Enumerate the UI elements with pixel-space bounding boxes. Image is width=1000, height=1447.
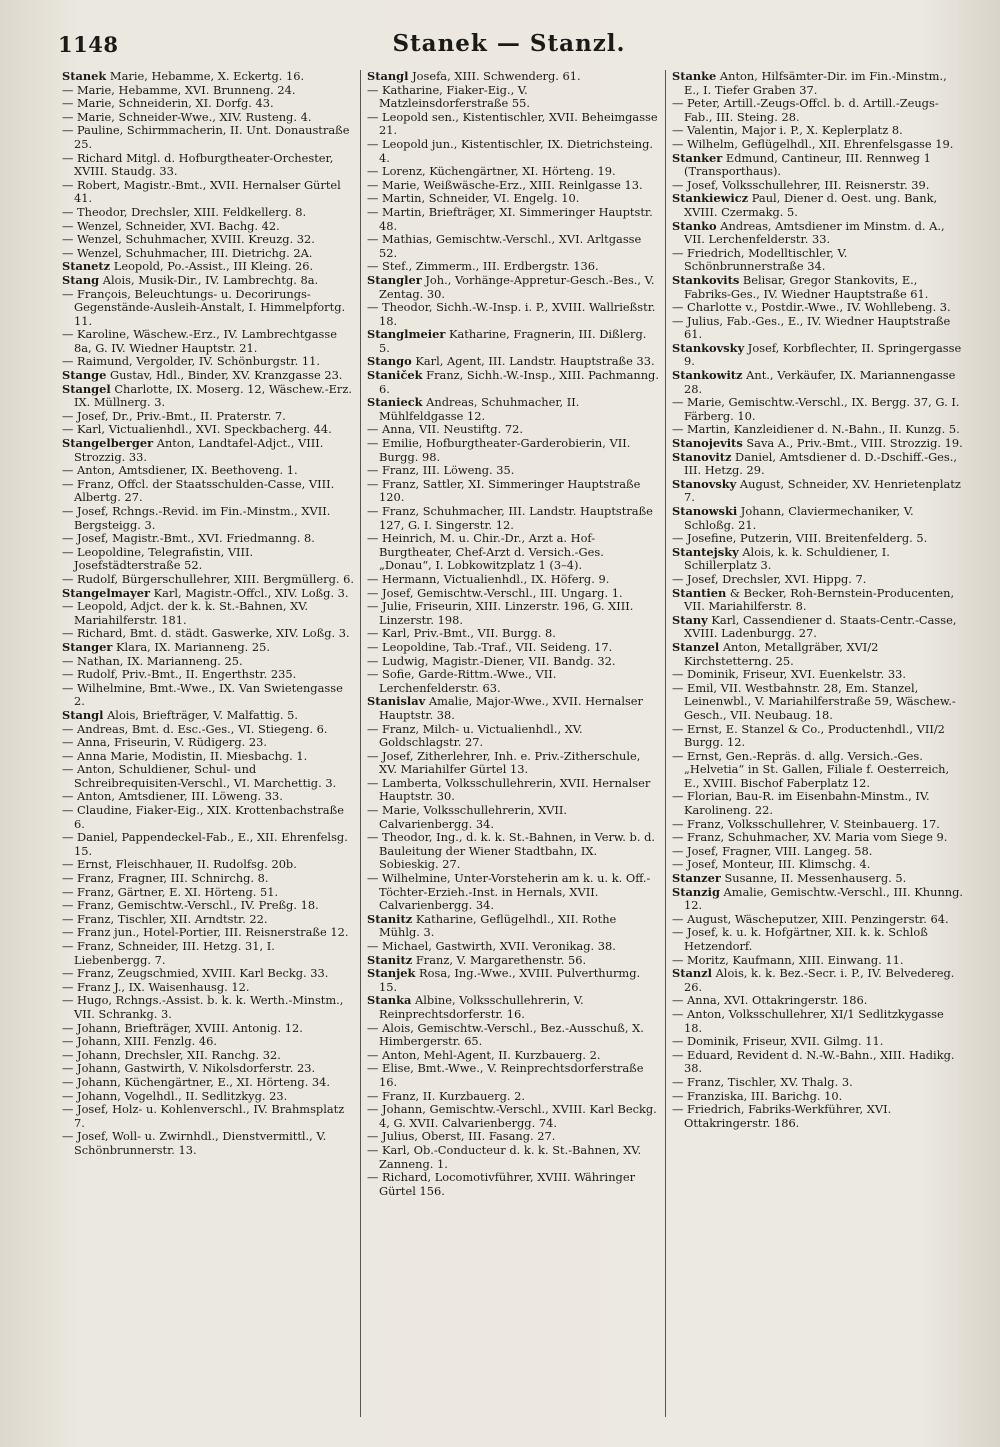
- entry-surname: Stanzl: [672, 966, 712, 981]
- directory-entry: — Moritz, Kaufmann, XIII. Einwang. 11.: [672, 952, 904, 967]
- directory-entry: — Franz, Zeugschmied, XVIII. Karl Beckg. 33.: [62, 966, 329, 981]
- directory-entry: — Claudine, Fiaker-Eig., XIX. Krottenbachstraße 6.: [62, 803, 344, 831]
- directory-entry: — Wilhelmine, Unter-Vorsteherin am k. u. k. Off.-Töchter-Erzieh.-Inst. in Hernals, XVII. Calvarienbergg. 34.: [367, 871, 651, 913]
- directory-entry: — Charlotte v., Postdir.-Wwe., IV. Wohllebeng. 3.: [672, 300, 951, 315]
- entry-surname: Stanitz: [367, 952, 413, 967]
- directory-entry: Stangler Joh., Vorhänge-Appretur-Gesch.-Bes., V. Zentag. 30.: [367, 272, 655, 301]
- directory-entry: — Franz, Tischler, XV. Thalg. 3.: [672, 1074, 853, 1089]
- entry-surname: Stangl: [367, 70, 409, 83]
- directory-entry: — Martin, Kanzleidiener d. N.-Bahn., II. Kunzg. 5.: [672, 422, 960, 437]
- directory-entry: — Mathias, Gemischtw.-Verschl., XVI. Arltgasse 52.: [367, 232, 642, 260]
- entry-surname: Stankovsky: [672, 340, 745, 355]
- directory-entry: Stany Karl, Cassendiener d. Staats-Centr.-Casse, XVIII. Ladenburgg. 27.: [672, 612, 957, 641]
- directory-entry: — Josef, Woll- u. Zwirnhdl., Dienstvermittl., V. Schönbrunnerstr. 13.: [62, 1129, 327, 1157]
- directory-entry: — Stef., Zimmerm., III. Erdbergstr. 136.: [367, 259, 599, 274]
- directory-entry: — Ernst, E. Stanzel & Co., Productenhdl., VII/2 Burgg. 12.: [672, 721, 945, 750]
- directory-entry: — Anna, VII. Neustiftg. 72.: [367, 422, 523, 437]
- directory-entry: — Wenzel, Schneider, XVI. Bachg. 42.: [62, 218, 280, 233]
- directory-entry: — Franz jun., Hotel-Portier, III. Reisnerstraße 12.: [62, 925, 349, 940]
- directory-entry: Stanitz Katharine, Geflügelhdl., XII. Rothe Mühlg. 3.: [367, 911, 617, 940]
- directory-entry: — Hermann, Victualienhdl., IX. Höferg. 9.: [367, 571, 610, 586]
- directory-entry: — Lamberta, Volksschullehrerin, XVII. Hernalser Hauptstr. 30.: [367, 775, 651, 804]
- directory-entry: — Leopold, Adjct. der k. k. St.-Bahnen, XV. Mariahilferstr. 181.: [62, 599, 309, 627]
- directory-entry: — Josef, Gemischtw.-Verschl., III. Ungarg. 1.: [367, 585, 623, 600]
- directory-entry: — Johann, Küchengärtner, E., XI. Hörteng. 34.: [62, 1074, 331, 1089]
- directory-entry: Stangl Josefa, XIII. Schwenderg. 61.: [367, 70, 581, 83]
- directory-entry: — Robert, Magistr.-Bmt., XVII. Hernalser Gürtel 41.: [62, 177, 341, 206]
- directory-entry: Stanislav Amalie, Major-Wwe., XVII. Hernalser Hauptstr. 38.: [367, 694, 643, 722]
- directory-entry: — Franz, II. Kurzbauerg. 2.: [367, 1088, 526, 1103]
- entry-surname: Stanglmeier: [367, 327, 446, 342]
- directory-entry: — Josef, Volksschullehrer, III. Reisnerstr. 39.: [672, 177, 930, 192]
- directory-entry: Stanieck Andreas, Schuhmacher, II. Mühlfeldgasse 12.: [367, 395, 580, 423]
- entry-surname: Stanzer: [672, 871, 721, 886]
- directory-entry: — Johann, Drechsler, XII. Ranchg. 32.: [62, 1047, 281, 1062]
- directory-entry: — Marie, Volksschullehrerin, XVII. Calvarienbergg. 34.: [367, 803, 568, 831]
- directory-entry: — Wilhelmine, Bmt.-Wwe., IX. Van Swietengasse 2.: [62, 680, 343, 709]
- directory-entry: — Marie, Hebamme, XVI. Brunneng. 24.: [62, 82, 296, 97]
- directory-entry: — Franz, Tischler, XII. Arndtstr. 22.: [62, 911, 268, 926]
- directory-entry: — Rudolf, Bürgerschullehrer, XIII. Bergmüllerg. 6.: [62, 571, 354, 586]
- directory-entry: — Katharine, Fiaker-Eig., V. Matzleinsdorferstraße 55.: [367, 82, 530, 111]
- directory-entry: — Julius, Fab.-Ges., E., IV. Wiedner Hauptstraße 61.: [672, 313, 951, 342]
- directory-entry: Stanowski Johann, Claviermechaniker, V. Schloßg. 21.: [672, 504, 914, 532]
- directory-entry: — Michael, Gastwirth, XVII. Veronikag. 38.: [367, 939, 616, 953]
- entry-surname: Stanovsky: [672, 476, 737, 491]
- directory-entry: — Franziska, III. Barichg. 10.: [672, 1088, 843, 1103]
- directory-entry: — Richard Mitgl. d. Hofburgtheater-Orchester, XVIII. Staudg. 33.: [62, 150, 334, 179]
- directory-entry: — Julius, Oberst, III. Fasang. 27.: [367, 1129, 556, 1144]
- directory-entry: Stankiewicz Paul, Diener d. Oest. ung. Bank, XVIII. Czermakg. 5.: [672, 191, 938, 219]
- directory-entry: Stanko Andreas, Amtsdiener im Minstm. d. A., VII. Lerchenfelderstr. 33.: [672, 218, 945, 247]
- directory-entry: — Josef, Rchngs.-Revid. im Fin.-Minstm., XVII. Bergsteigg. 3.: [62, 504, 331, 532]
- directory-entry: Stanka Albine, Volksschullehrerin, V. Reinprechtsdorferstr. 16.: [367, 993, 584, 1021]
- directory-entry: Stanek Marie, Hebamme, X. Eckertg. 16.: [62, 70, 305, 83]
- directory-entry: Stanetz Leopold, Po.-Assist., III Kleing. 26.: [62, 259, 314, 274]
- directory-entry: — Karl, Victualienhdl., XVI. Speckbacherg. 44.: [62, 422, 332, 437]
- column-left: [56, 70, 360, 1417]
- directory-entry: — Marie, Gemischtw.-Verschl., IX. Bergg. 37, G. I. Färberg. 10.: [672, 395, 960, 423]
- entry-surname: Stanojevits: [672, 436, 743, 451]
- directory-entry: — Josef, Magistr.-Bmt., XVI. Friedmanng. 8.: [62, 531, 315, 546]
- entry-surname: Stanek: [62, 70, 107, 83]
- directory-entry: Staniček Franz, Sichh.-W.-Insp., XIII. Pachmanng. 6.: [367, 368, 659, 396]
- directory-entry: — Anton, Amtsdiener, IX. Beethoveng. 1.: [62, 463, 298, 478]
- directory-entry: — Friedrich, Modelltischler, V. Schönbrunnerstraße 34.: [672, 245, 848, 274]
- directory-entry: — Daniel, Pappendeckel-Fab., E., XII. Ehrenfelsg. 15.: [62, 830, 348, 858]
- directory-entry: — Josef, Drechsler, XVI. Hippg. 7.: [672, 571, 867, 586]
- entry-surname: Stankowitz: [672, 368, 743, 383]
- directory-entry: — Josef, Monteur, III. Klimschg. 4.: [672, 857, 871, 872]
- directory-entry: — Dominik, Friseur, XVII. Gilmg. 11.: [672, 1034, 884, 1049]
- directory-entry: — Josef, Holz- u. Kohlenverschl., IV. Brahmsplatz 7.: [62, 1102, 345, 1130]
- directory-entry: — Karl, Priv.-Bmt., VII. Burgg. 8.: [367, 626, 556, 641]
- directory-entry: — Anton, Volksschullehrer, XI/1 Sedlitzkygasse 18.: [672, 1006, 944, 1035]
- directory-entry: — Anna, XVI. Ottakringerstr. 186.: [672, 993, 868, 1008]
- entry-surname: Stanjek: [367, 966, 416, 981]
- directory-entry: Stanger Klara, IX. Marianneng. 25.: [62, 639, 270, 654]
- directory-entry: — Anna Marie, Modistin, II. Miesbachg. 1.: [62, 748, 308, 763]
- directory-entry: — Anton, Mehl-Agent, II. Kurzbauerg. 2.: [367, 1047, 601, 1062]
- entry-surname: Stango: [367, 354, 412, 369]
- directory-entry: — Anton, Schuldiener, Schul- und Schreibrequisiten-Verschl., VI. Marchettig. 3.: [62, 762, 337, 790]
- directory-entry: — Anna, Friseurin, V. Rüdigerg. 23.: [62, 735, 267, 750]
- directory-entry: — Rudolf, Priv.-Bmt., II. Engerthstr. 235.: [62, 667, 297, 682]
- entry-surname: Stanker: [672, 150, 723, 165]
- entry-surname: Stanzel: [672, 639, 720, 654]
- directory-entry: Stantien & Becker, Roh-Bernstein-Producenten, VII. Mariahilferstr. 8.: [672, 585, 955, 614]
- directory-entry: — Franz, III. Löweng. 35.: [367, 463, 515, 478]
- directory-entry: Stankovsky Josef, Korbflechter, II. Springergasse 9.: [672, 340, 962, 369]
- entry-surname: Stankovits: [672, 272, 740, 287]
- entry-surname: Stantien: [672, 585, 727, 600]
- directory-entry: Stanke Anton, Hilfsämter-Dir. im Fin.-Minstm., E., I. Tiefer Graben 37.: [672, 70, 947, 97]
- directory-entry: — Marie, Schneider-Wwe., XIV. Rusteng. 4.: [62, 109, 312, 124]
- directory-entry: Stangel Charlotte, IX. Moserg. 12, Wäschew.-Erz. IX. Müllnerg. 3.: [62, 381, 352, 410]
- directory-entry: — Johann, Gemischtw.-Verschl., XVIII. Karl Beckg. 4, G. XVII. Calvarienbergg. 74.: [367, 1102, 657, 1130]
- directory-entry: Stangelberger Anton, Landtafel-Adjct., VIII. Strozzig. 33.: [62, 436, 324, 464]
- directory-entry: — August, Wäscheputzer, XIII. Penzingerstr. 64.: [672, 911, 949, 926]
- page-header: [58, 30, 960, 70]
- directory-entry: — Franz, Milch- u. Victualienhdl., XV. Goldschlagstr. 27.: [367, 721, 583, 750]
- directory-entry: Stankowitz Ant., Verkäufer, IX. Mariannengasse 28.: [672, 368, 956, 396]
- entry-surname: Stanowski: [672, 504, 738, 518]
- entry-surname: Stangl: [62, 707, 104, 722]
- directory-entry: — Marie, Weißwäsche-Erz., XIII. Reinlgasse 13.: [367, 177, 643, 192]
- column-middle: [360, 70, 665, 1417]
- directory-entry: — Alois, Gemischtw.-Verschl., Bez.-Ausschuß, X. Himbergerstr. 65.: [367, 1020, 644, 1049]
- directory-entry: — Josef, Fragner, VIII. Langeg. 58.: [672, 843, 873, 858]
- directory-entry: — Franz J., IX. Waisenhausg. 12.: [62, 979, 250, 994]
- directory-entry: — Karoline, Wäschew.-Erz., IV. Lambrechtgasse 8a, G. IV. Wiedner Hauptstr. 21.: [62, 327, 337, 355]
- directory-entry: — Josef, k. u. k. Hofgärtner, XII. k. k. Schloß Hetzendorf.: [672, 925, 928, 953]
- page-title: Stanek — Stanzl.: [392, 30, 626, 57]
- directory-entry: — Theodor, Ing., d. k. k. St.-Bahnen, in Verw. b. d. Bauleitung der Wiener Stadtbahn, IX. Sobieskig. 27.: [367, 830, 655, 872]
- entry-surname: Stany: [672, 612, 708, 627]
- directory-entry: Stanzig Amalie, Gemischtw.-Verschl., III. Khunng. 12.: [672, 884, 964, 913]
- column-right: [665, 70, 970, 1417]
- directory-entry: — Friedrich, Fabriks-Werkführer, XVI. Ottakringerstr. 186.: [672, 1102, 892, 1130]
- entry-surname: Stanetz: [62, 259, 111, 274]
- directory-entry: — Sofie, Garde-Rittm.-Wwe., VII. Lerchenfelderstr. 63.: [367, 667, 557, 695]
- directory-entry: — Johann, XIII. Fenzlg. 46.: [62, 1034, 217, 1049]
- directory-entry: — Lorenz, Küchengärtner, XI. Hörteng. 19.: [367, 164, 616, 179]
- directory-entry: — Raimund, Vergolder, IV. Schönburgstr. 11.: [62, 354, 320, 369]
- directory-entry: Stanzer Susanne, II. Messenhauserg. 5.: [672, 871, 907, 886]
- directory-entry: — Josefine, Putzerin, VIII. Breitenfelderg. 5.: [672, 531, 928, 546]
- directory-entry: Stangelmayer Karl, Magistr.-Offcl., XIV. Loßg. 3.: [62, 585, 349, 600]
- directory-entry: — Franz, Schuhmacher, XV. Maria vom Siege 9.: [672, 830, 948, 845]
- directory-entry: Stanovitz Daniel, Amtsdiener d. D.-Dschiff.-Ges., III. Hetzg. 29.: [672, 449, 958, 478]
- directory-entry: — Karl, Ob.-Conducteur d. k. k. St.-Bahnen, XV. Zanneng. 1.: [367, 1142, 642, 1171]
- directory-entry: — Peter, Artill.-Zeugs-Offcl. b. d. Artill.-Zeugs-Fab., III. Steing. 28.: [672, 96, 939, 124]
- entry-surname: Staniček: [367, 368, 423, 383]
- directory-entry: — Josef, Dr., Priv.-Bmt., II. Praterstr. 7.: [62, 408, 286, 423]
- entry-surname: Stanko: [672, 218, 717, 233]
- directory-entry: — Florian, Bau-R. im Eisenbahn-Minstm., IV. Karolineng. 22.: [672, 789, 930, 818]
- directory-entry: — Elise, Bmt.-Wwe., V. Reinprechtsdorferstraße 16.: [367, 1061, 644, 1089]
- directory-entry: — Anton, Amtsdiener, III. Löweng. 33.: [62, 789, 283, 804]
- directory-entry: — Josef, Zitherlehrer, Inh. e. Priv.-Zitherschule, XV. Mariahilfer Gürtel 13.: [367, 748, 641, 777]
- directory-entry: — Richard, Locomotivführer, XVIII. Währinger Gürtel 156.: [367, 1170, 636, 1198]
- directory-entry: — Franz, Schneider, III. Hetzg. 31, I. Liebenbergg. 7.: [62, 939, 275, 967]
- directory-entry: — Franz, Volksschullehrer, V. Steinbauerg. 17.: [672, 816, 940, 831]
- directory-entry: — Dominik, Friseur, XVI. Euenkelstr. 33.: [672, 667, 906, 682]
- page-number: 1148: [58, 32, 119, 57]
- directory-entry: — Wenzel, Schuhmacher, XVIII. Kreuzg. 32.: [62, 232, 315, 247]
- directory-entry: — Johann, Vogelhdl., II. Sedlitzkyg. 23.: [62, 1088, 288, 1103]
- entry-surname: Stanislav: [367, 694, 426, 709]
- directory-entry: Stanzel Anton, Metallgräber, XVI/2 Kirchstetterng. 25.: [672, 639, 879, 668]
- directory-entry: — François, Beleuchtungs- u. Decorirungs-Gegenstände-Ausleih-Anstalt, I. Himmelpfortg. 11.: [62, 286, 346, 328]
- directory-entry: Stanovsky August, Schneider, XV. Henrietenplatz 7.: [672, 476, 961, 505]
- directory-entry: — Marie, Schneiderin, XI. Dorfg. 43.: [62, 96, 274, 111]
- directory-entry: Stangl Alois, Briefträger, V. Malfattig. 5.: [62, 707, 299, 722]
- directory-entry: — Heinrich, M. u. Chir.-Dr., Arzt a. Hof-Burgtheater, Chef-Arzt d. Versich.-Ges. „Donau“, I. Lobkowitzplatz 1 (3–4).: [367, 531, 604, 573]
- directory-entry: Stanitz Franz, V. Margarethenstr. 56.: [367, 952, 587, 967]
- directory-entry: — Franz, Offcl. der Staatsschulden-Casse, VIII. Albertg. 27.: [62, 476, 335, 505]
- directory-columns: [56, 70, 970, 1417]
- directory-entry: Stanzl Alois, k. k. Bez.-Secr. i. P., IV. Belvedereg. 26.: [672, 966, 955, 994]
- entry-surname: Stangelmayer: [62, 585, 150, 600]
- entry-surname: Stangelberger: [62, 436, 154, 451]
- directory-entry: — Ernst, Fleischhauer, II. Rudolfsg. 20b.: [62, 857, 297, 872]
- directory-entry: Stankovits Belisar, Gregor Stankovits, E., Fabriks-Ges., IV. Wiedner Hauptstraße 61.: [672, 272, 929, 301]
- entry-surname: Stang: [62, 272, 100, 287]
- directory-entry: — Ludwig, Magistr.-Diener, VII. Bandg. 32.: [367, 653, 616, 668]
- directory-entry: Stanjek Rosa, Ing.-Wwe., XVIII. Pulverthurmg. 15.: [367, 966, 641, 994]
- directory-entry: — Andreas, Bmt. d. Esc.-Ges., VI. Stiegeng. 6.: [62, 721, 328, 736]
- directory-entry: — Johann, Briefträger, XVIII. Antonig. 12.: [62, 1020, 303, 1035]
- entry-surname: Stangler: [367, 272, 422, 287]
- directory-entry: — Leopoldine, Tab.-Traf., VII. Seideng. 17.: [367, 639, 613, 654]
- entry-surname: Stanke: [672, 70, 717, 83]
- directory-entry: — Johann, Gastwirth, V. Nikolsdorferstr. 23.: [62, 1061, 316, 1076]
- directory-entry: — Franz, Gemischtw.-Verschl., IV. Preßg. 18.: [62, 898, 319, 913]
- entry-surname: Stanieck: [367, 395, 423, 410]
- entry-surname: Stanka: [367, 993, 412, 1008]
- directory-entry: Stange Gustav, Hdl., Binder, XV. Kranzgasse 23.: [62, 368, 343, 383]
- entry-surname: Stankiewicz: [672, 191, 749, 206]
- directory-entry: — Emilie, Hofburgtheater-Garderobierin, VII. Burgg. 98.: [367, 436, 631, 464]
- entry-surname: Stangel: [62, 381, 111, 396]
- directory-entry: — Nathan, IX. Marianneng. 25.: [62, 653, 243, 668]
- directory-entry: Stantejsky Alois, k. k. Schuldiener, I. Schillerplatz 3.: [672, 544, 890, 573]
- directory-entry: — Julie, Friseurin, XIII. Linzerstr. 196, G. XIII. Linzerstr. 198.: [367, 599, 634, 627]
- directory-entry: — Martin, Briefträger, XI. Simmeringer Hauptstr. 48.: [367, 204, 653, 233]
- directory-entry: — Theodor, Sichh.-W.-Insp. i. P., XVIII. Wallrießstr. 18.: [367, 300, 656, 328]
- directory-entry: — Franz, Schuhmacher, III. Landstr. Hauptstraße 127, G. I. Singerstr. 12.: [367, 504, 653, 532]
- entry-surname: Stanovitz: [672, 449, 732, 464]
- entry-surname: Stanitz: [367, 911, 413, 926]
- directory-entry: — Eduard, Revident d. N.-W.-Bahn., XIII. Hadikg. 38.: [672, 1047, 955, 1076]
- directory-entry: Stanojevits Sava A., Priv.-Bmt., VIII. Strozzig. 19.: [672, 436, 963, 451]
- directory-entry: — Wenzel, Schuhmacher, III. Dietrichg. 2A.: [62, 245, 313, 260]
- directory-entry: — Franz, Gärtner, E. XI. Hörteng. 51.: [62, 884, 279, 899]
- entry-surname: Stanzig: [672, 884, 720, 899]
- directory-entry: — Theodor, Drechsler, XIII. Feldkellerg. 8.: [62, 204, 307, 219]
- entry-surname: Stantejsky: [672, 544, 739, 559]
- directory-entry: — Franz, Sattler, XI. Simmeringer Hauptstraße 120.: [367, 476, 641, 505]
- directory-entry: — Wilhelm, Geflügelhdl., XII. Ehrenfelsgasse 19.: [672, 136, 954, 151]
- directory-entry: Stango Karl, Agent, III. Landstr. Hauptstraße 33.: [367, 354, 655, 369]
- directory-entry: — Richard, Bmt. d. städt. Gaswerke, XIV. Loßg. 3.: [62, 626, 350, 641]
- directory-entry: — Martin, Schneider, VI. Engelg. 10.: [367, 191, 580, 206]
- directory-entry: — Franz, Fragner, III. Schnirchg. 8.: [62, 871, 269, 886]
- directory-entry: Stang Alois, Musik-Dir., IV. Lambrechtg. 8a.: [62, 272, 319, 287]
- entry-surname: Stange: [62, 368, 107, 383]
- directory-entry: — Valentin, Major i. P., X. Keplerplatz 8.: [672, 123, 903, 138]
- directory-entry: — Leopoldine, Telegrafistin, VIII. Josefstädterstraße 52.: [62, 544, 254, 573]
- directory-entry: — Pauline, Schirmmacherin, II. Unt. Donaustraße 25.: [62, 123, 350, 151]
- entry-surname: Stanger: [62, 639, 113, 654]
- directory-entry: Stanglmeier Katharine, Fragnerin, III. Dißlerg. 5.: [367, 327, 647, 355]
- directory-entry: Stanker Edmund, Cantineur, III. Rennweg 1 (Transporthaus).: [672, 150, 931, 179]
- directory-entry: — Ernst, Gen.-Repräs. d. allg. Versich.-Ges. „Helvetia“ in St. Gallen, Filiale f. Oesterreich, E., XVIII. Bischof Faberplatz 12.: [672, 748, 950, 790]
- directory-entry: — Hugo, Rchngs.-Assist. b. k. k. Werth.-Minstm., VII. Schrankg. 3.: [62, 993, 344, 1021]
- directory-entry: — Leopold jun., Kistentischler, IX. Dietrichsteing. 4.: [367, 136, 653, 165]
- directory-entry: — Leopold sen., Kistentischler, XVII. Beheimgasse 21.: [367, 109, 658, 138]
- directory-entry: — Emil, VII. Westbahnstr. 28, Em. Stanzel, Leinenwbl., V. Mariahilferstraße 59, Wäschew.-Gesch., VII. Neubaug. 18.: [672, 680, 956, 722]
